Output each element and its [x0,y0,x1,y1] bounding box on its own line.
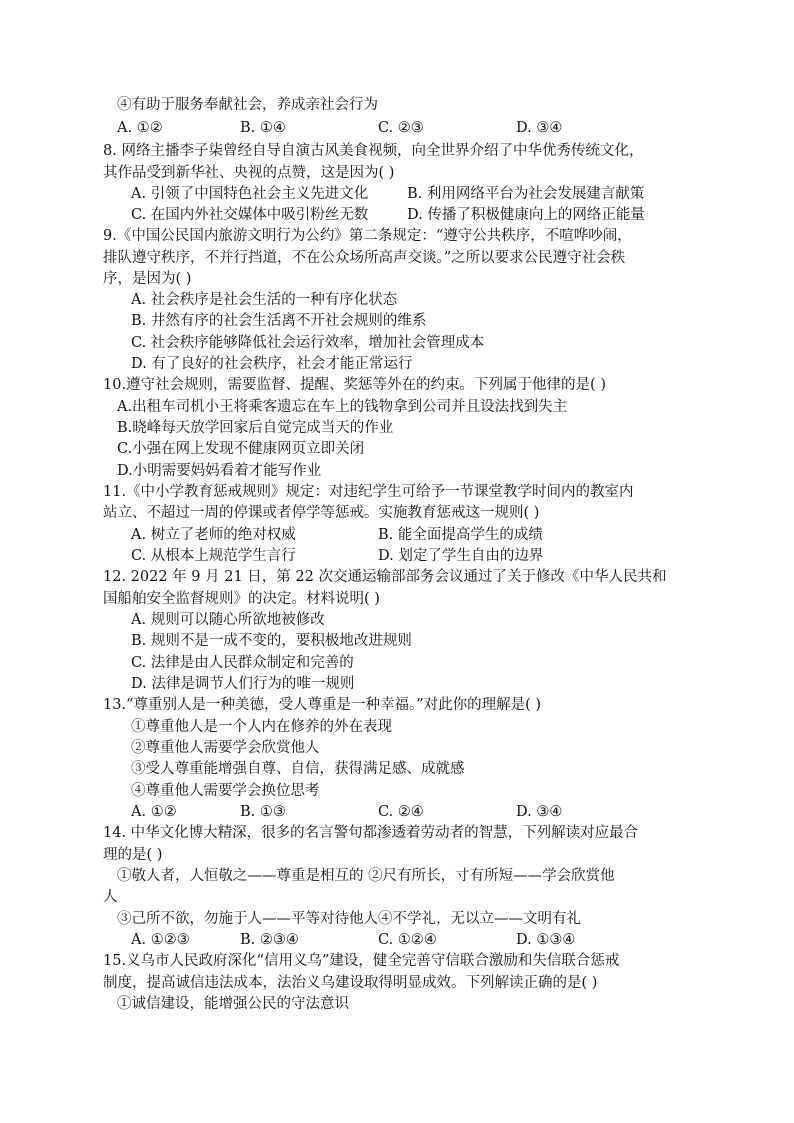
q13-option-c: C. ②④ [378,804,424,820]
q8-option-c: C. 在国内外社交媒体中吸引粉丝无数 [131,207,369,223]
q9-option-c: C. 社会秩序能够降低社会运行效率，增加社会管理成本 [131,335,485,351]
q15-stem-line-2: 制度，提高诚信违法成本，法治义乌建设取得明显成效。下列解读正确的是( ) [103,975,598,991]
q11-stem-line-2: 站立、不超过一周的停课或者停学等惩戒。实施教育惩戒这一规则( ) [103,505,540,521]
q9-option-a: A. 社会秩序是社会生活的一种有序化状态 [131,292,398,308]
q11-option-d: D. 划定了学生自由的边界 [378,548,544,564]
q7-option-a: A. ①② [117,120,163,136]
q7-option-b: B. ①④ [240,120,286,136]
q10-option-d: D.小明需要妈妈看着才能写作业 [117,463,322,479]
q9-stem-line-3: 序，是因为( ) [103,271,192,287]
q13-stem-line-1: 13.“尊重别人是一种美德，受人尊重是一种幸福。”对此你的理解是( ) [103,697,542,713]
q13-item-3: ③受人尊重能增强自尊、自信，获得满足感、成就感 [131,761,465,777]
q12-option-d: D. 法律是调节人们行为的唯一规则 [131,676,355,692]
q14-option-d: D. ①③④ [516,932,576,948]
q10-stem-line-1: 10.遵守社会规则，需要监督、提醒、奖惩等外在的约束。下列属于他律的是( ) [103,377,606,393]
q12-option-b: B. 规则不是一成不变的，要积极地改进规则 [131,633,412,649]
q8-option-d: D. 传播了积极健康向上的网络正能量 [407,207,645,223]
q14-stem-line-2: 理的是( ) [103,847,163,863]
q8-stem-line-1: 8. 网络主播李子柒曾经自导自演古风美食视频，向全世界介绍了中华优秀传统文化， [103,143,644,159]
q10-option-b: B.晓峰每天放学回家后自觉完成当天的作业 [117,420,394,436]
q14-item-line-2: 人 [103,889,118,905]
q7-option-d: D. ③④ [516,120,563,136]
q10-option-c: C.小强在网上发现不健康网页立即关闭 [117,441,365,457]
q13-item-1: ①尊重他人是一个人内在修养的外在表现 [131,719,392,735]
q13-item-2: ②尊重他人需要学会欣赏他人 [131,740,320,756]
q13-option-d: D. ③④ [516,804,563,820]
q12-stem-line-2: 国船舶安全监督规则》的决定。材料说明( ) [103,591,380,607]
q13-option-b: B. ①③ [240,804,286,820]
q8-stem-line-2: 其作品受到新华社、央视的点赞，这是因为( ) [103,165,395,181]
q14-option-c: C. ①②④ [378,932,437,948]
q15-stem-line-1: 15.义乌市人民政府深化“信用义乌”建设，健全完善守信联合激励和失信联合惩戒 [103,953,620,969]
q13-option-a: A. ①② [131,804,177,820]
q12-option-a: A. 规则可以随心所欲地被修改 [131,612,325,628]
q8-option-b: B. 利用网络平台为社会发展建言献策 [407,186,645,202]
q14-option-b: B. ②③④ [240,932,299,948]
q12-stem-line-1: 12. 2022 年 9 月 21 日，第 22 次交通运输部部务会议通过了关于修改《中华人民共和 [103,569,667,585]
q12-option-c: C. 法律是由人民群众制定和完善的 [131,655,354,671]
q11-option-c: C. 从根本上规范学生言行 [131,548,296,564]
q9-stem-line-2: 排队遵守秩序，不并行挡道，不在公众场所高声交谈。”之所以要求公民遵守社会秩 [103,250,626,266]
q9-option-b: B. 井然有序的社会生活离不开社会规则的维系 [131,313,427,329]
q11-stem-line-1: 11.《中小学教育惩戒规则》规定：对违纪学生可给予一节课堂教学时间内的教室内 [103,484,634,500]
q11-option-b: B. 能全面提高学生的成绩 [378,527,543,543]
q15-item-1: ①诚信建设，能增强公民的守法意识 [117,996,349,1012]
q7-option-c: C. ②③ [378,120,424,136]
q14-stem-line-1: 14. 中华文化博大精深，很多的名言警句都渗透着劳动者的智慧，下列解读对应最合 [103,825,639,841]
q7-item-4: ④有助于服务奉献社会，养成亲社会行为 [117,97,378,113]
q9-option-d: D. 有了良好的社会秩序，社会才能正常运行 [131,356,413,372]
q14-item-line-3: ③己所不欲，勿施于人——平等对待他人④不学礼，无以立——文明有礼 [117,911,581,927]
q14-option-a: A. ①②③ [131,932,190,948]
q13-item-4: ④尊重他人需要学会换位思考 [131,783,320,799]
q10-option-a: A.出租车司机小王将乘客遗忘在车上的钱物拿到公司并且设法找到失主 [117,399,568,415]
q14-item-line-1: ①敬人者，人恒敬之——尊重是相互的 ②尺有所长，寸有所短——学会欣赏他 [117,868,615,884]
q9-stem-line-1: 9.《中国公民国内旅游文明行为公约》第二条规定：“遵守公共秩序，不喧哗吵闹， [103,228,632,244]
q11-option-a: A. 树立了老师的绝对权威 [131,527,296,543]
q8-option-a: A. 引领了中国特色社会主义先进文化 [131,186,369,202]
